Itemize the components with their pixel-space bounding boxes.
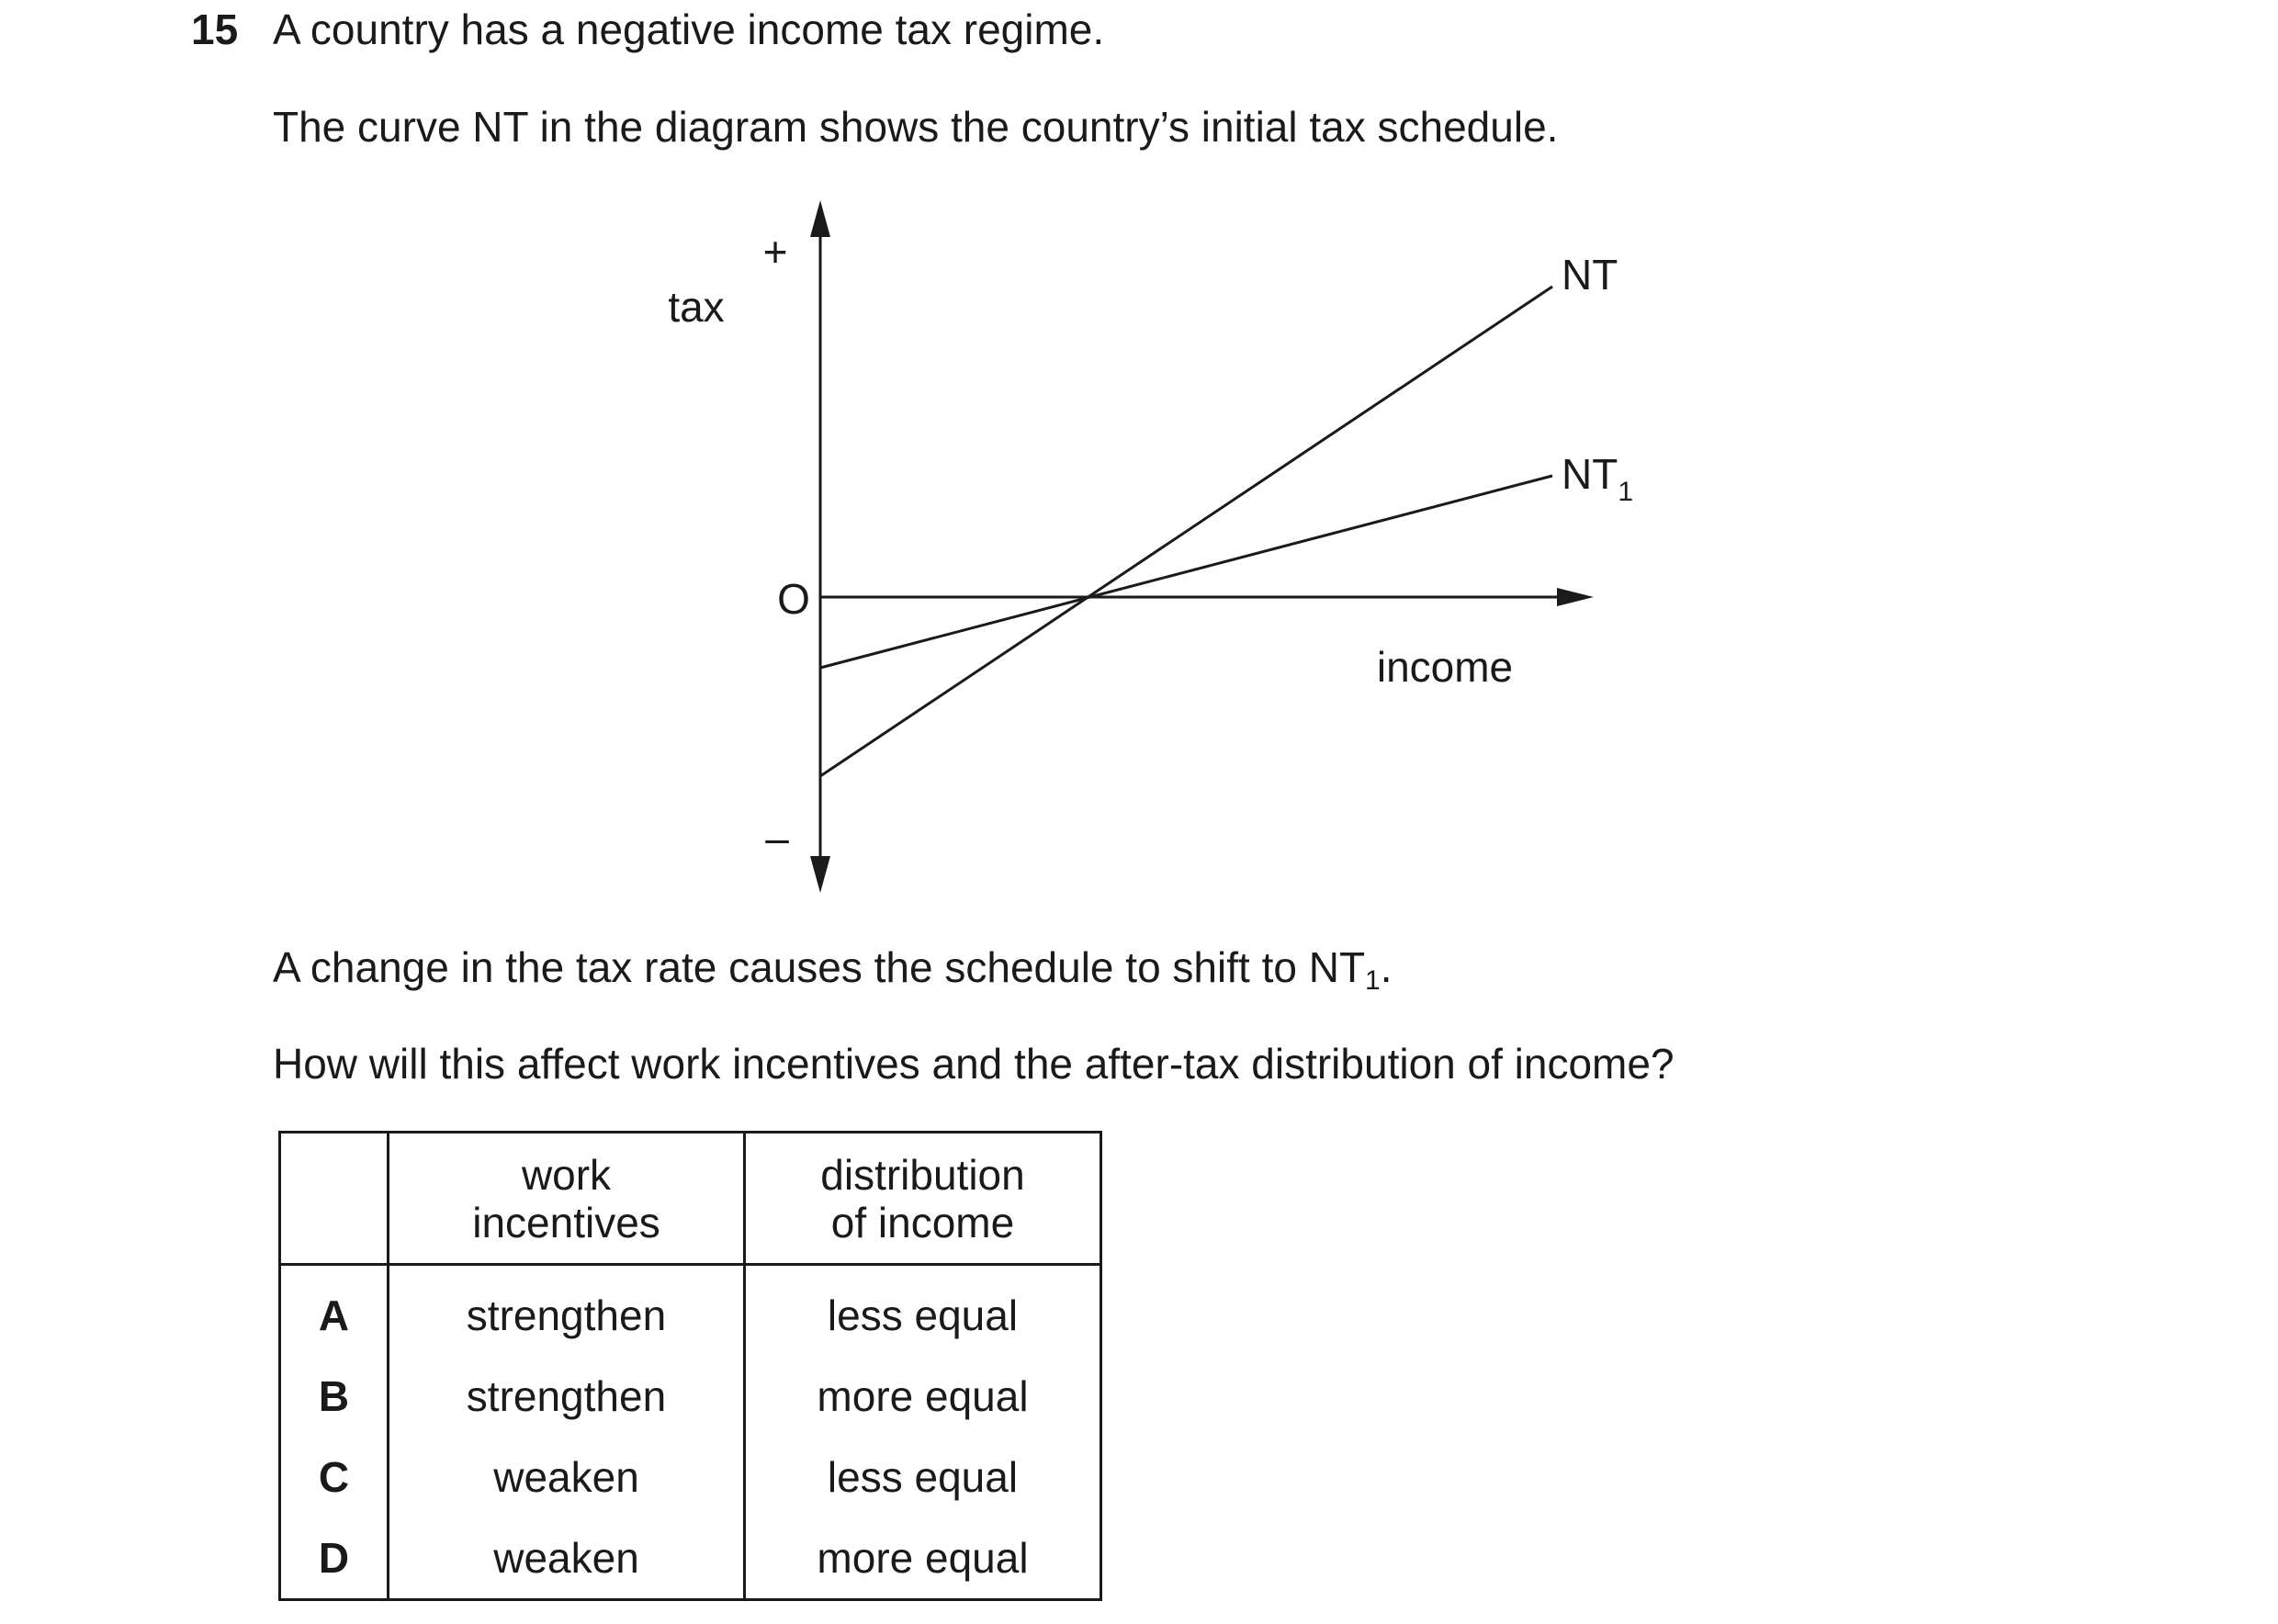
option-work: weaken (389, 1437, 745, 1517)
option-letter[interactable]: B (280, 1356, 389, 1437)
option-work: strengthen (389, 1265, 745, 1357)
y-axis-label: tax (668, 283, 725, 331)
change-end: . (1380, 943, 1393, 991)
nt1-curve-label-main: NT (1562, 450, 1618, 498)
table-header-row (280, 1133, 1101, 1265)
change-subscript: 1 (1365, 965, 1381, 996)
y-axis-arrow-down (810, 856, 830, 893)
option-row-d[interactable] (280, 1517, 1101, 1600)
y-axis-arrow-up (810, 200, 830, 237)
option-letter[interactable]: A (280, 1265, 389, 1357)
y-minus-label: – (765, 814, 789, 862)
header-work-incentives (389, 1133, 745, 1265)
option-work: weaken (389, 1517, 745, 1600)
header-work-line1: work (521, 1150, 612, 1199)
y-plus-label: + (762, 228, 788, 276)
origin-label: O (777, 575, 810, 623)
option-distribution: less equal (745, 1437, 1101, 1517)
option-letter[interactable]: C (280, 1437, 389, 1517)
x-axis-label: income (1376, 643, 1514, 691)
x-axis-arrow (1557, 588, 1594, 606)
nt1-curve-label (1562, 450, 1633, 507)
option-row-b[interactable] (280, 1356, 1101, 1437)
nt1-curve-label-subscript: 1 (1618, 477, 1634, 507)
option-distribution: more equal (745, 1356, 1101, 1437)
header-dist-line2: of income (830, 1198, 1015, 1246)
option-letter[interactable]: D (280, 1517, 389, 1600)
question-prompt: How will this affect work incentives and the after-tax distribution of income? (273, 1040, 1675, 1088)
question-intro: The curve NT in the diagram shows the country’s initial tax schedule. (273, 103, 1559, 151)
option-distribution: less equal (745, 1265, 1101, 1357)
option-distribution: more equal (745, 1517, 1101, 1600)
header-blank-cell (280, 1133, 389, 1265)
nt-curve (820, 287, 1552, 776)
change-statement (273, 942, 1393, 996)
option-row-a[interactable] (280, 1265, 1101, 1357)
question-stem: A country has a negative income tax regime. (273, 6, 1105, 53)
question-number: 15 (191, 6, 239, 53)
header-distribution-of-income (745, 1133, 1101, 1265)
change-text: A change in the tax rate causes the schedule to shift to NT (273, 943, 1366, 991)
header-work-line2: incentives (472, 1198, 660, 1246)
nt-curve-label: NT (1562, 251, 1618, 299)
option-row-c[interactable] (280, 1437, 1101, 1517)
option-work: strengthen (389, 1356, 745, 1437)
nt1-curve (820, 476, 1552, 668)
answer-options-table (278, 1131, 1102, 1601)
header-dist-line1: distribution (820, 1150, 1025, 1199)
